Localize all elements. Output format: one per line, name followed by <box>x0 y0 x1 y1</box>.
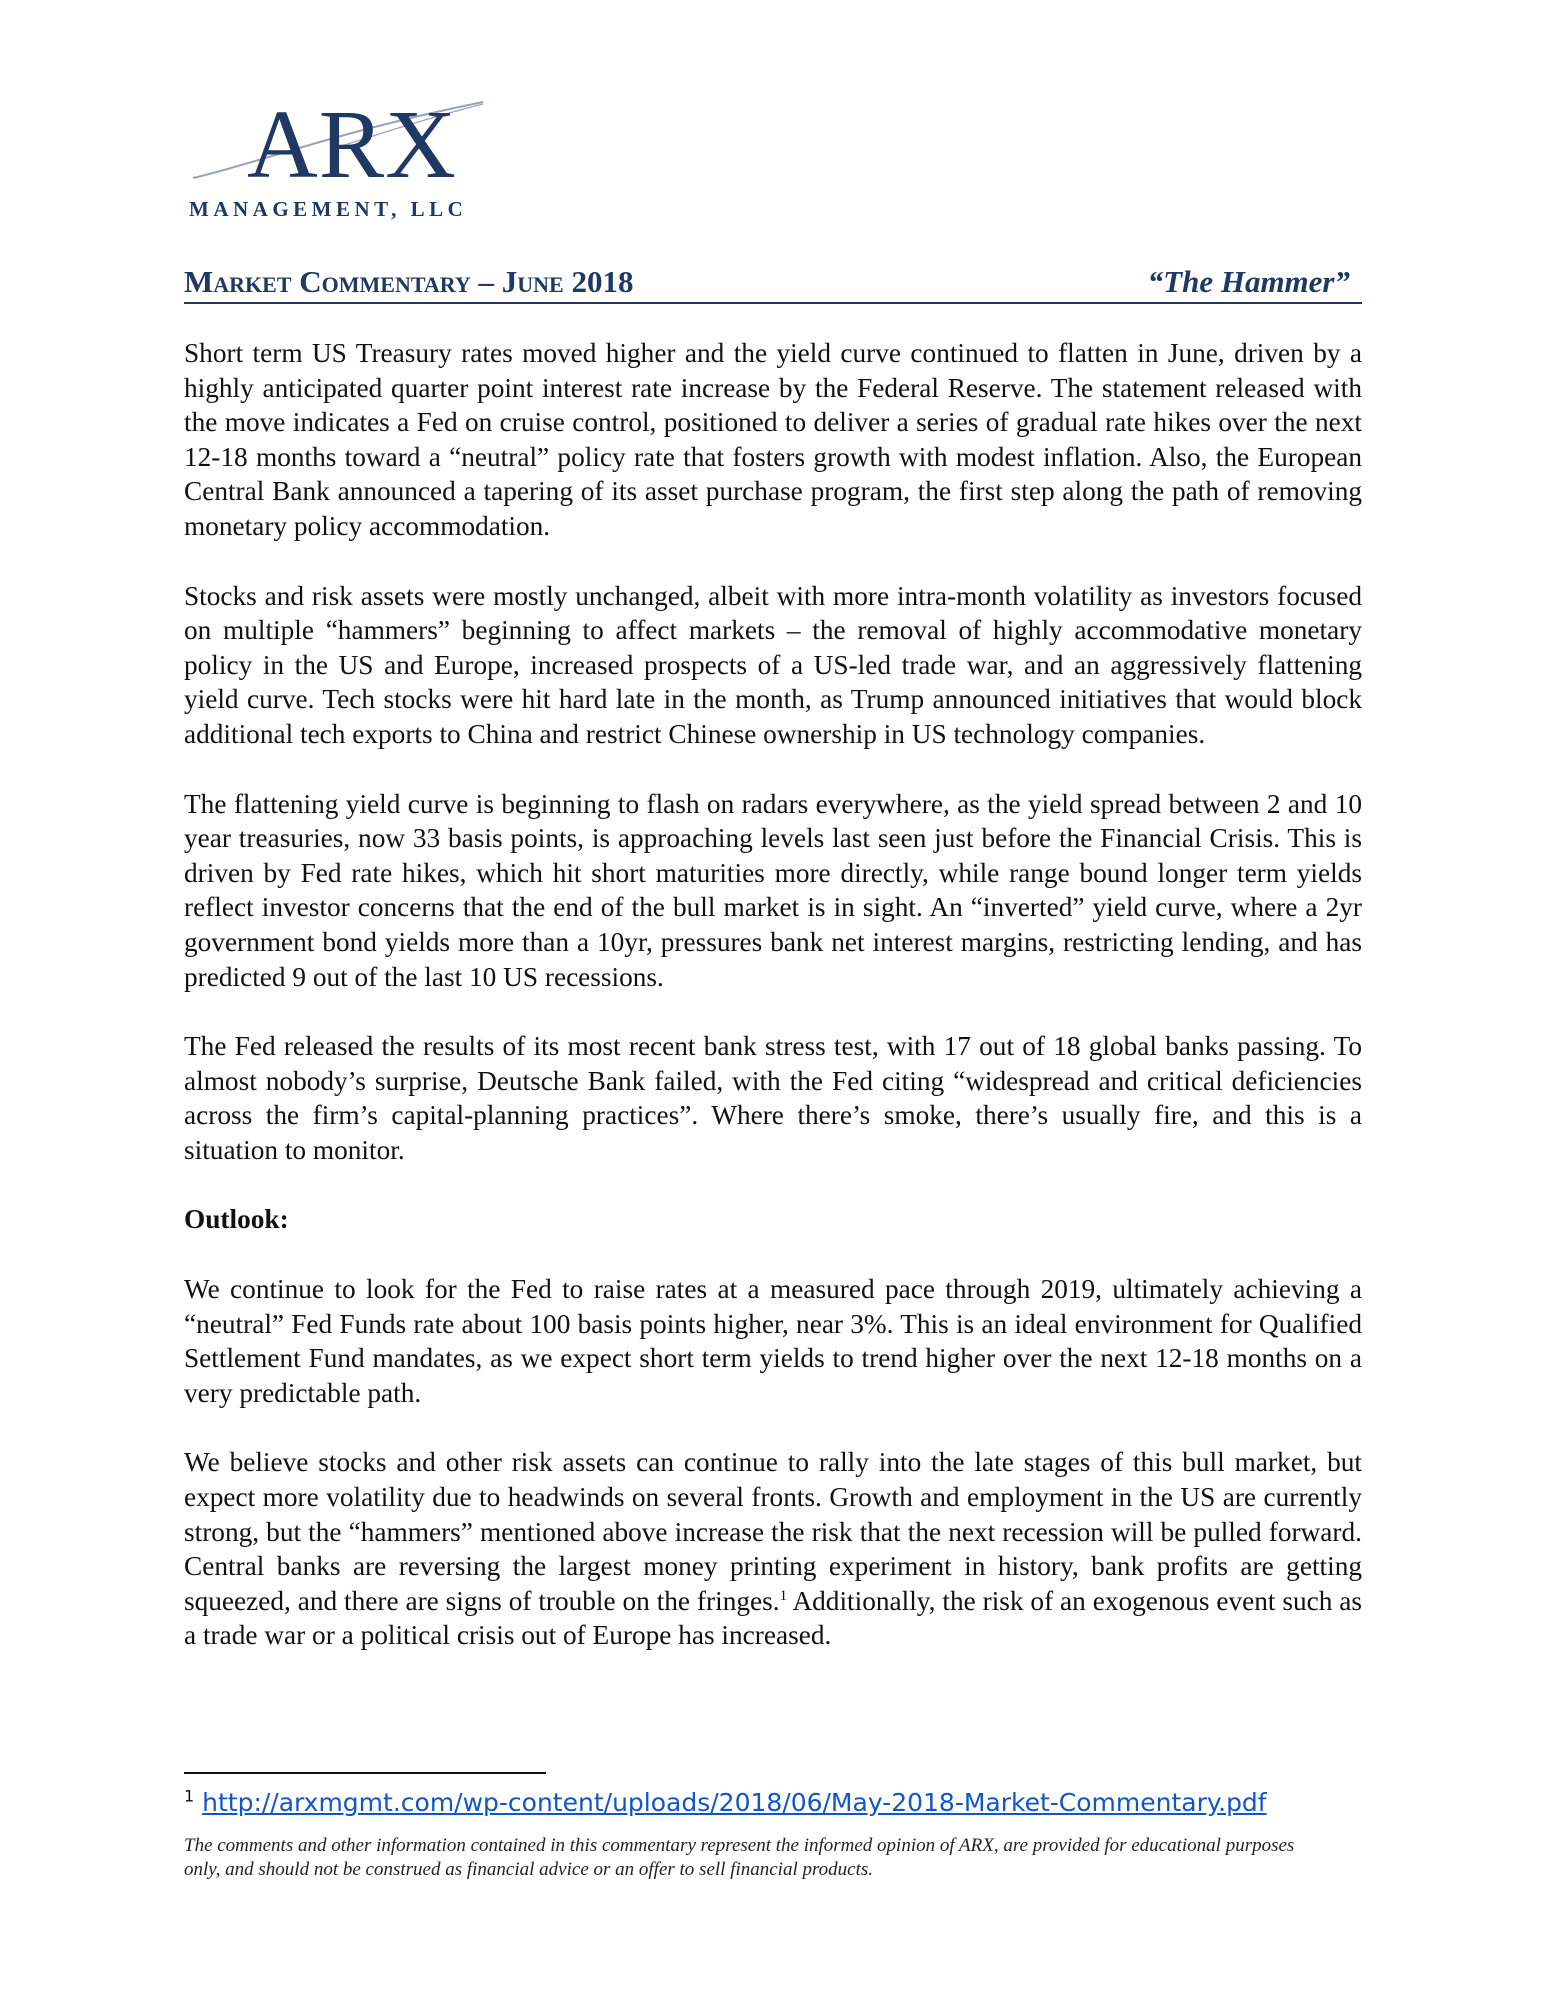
document-header <box>184 262 1362 304</box>
page-subtitle: “The Hammer” <box>1147 264 1350 299</box>
footnote-reference[interactable]: 1 <box>779 1587 788 1604</box>
company-logo <box>185 92 485 222</box>
outlook-paragraph: We continue to look for the Fed to raise rates at a measured pace through 2019, ultimately achieving a “neutral” Fed Funds rate about 100 basis points higher, near 3%. This is an ideal environment for Qualified Settlement Fund mandates, as we expect short term yields to trend higher over the next 12-18 months on a very predictable path. <box>184 1274 1362 1408</box>
footnote-link[interactable]: http://arxmgmt.com/wp-content/uploads/2018/06/May-2018-Market-Commentary.pdf <box>202 1788 1267 1817</box>
paragraph: Short term US Treasury rates moved higher and the yield curve continued to flatten in June, driven by a highly anticipated quarter point interest rate increase by the Federal Reserve. The statement released with the move indicates a Fed on cruise control, positioned to deliver a series of gradual rate hikes over the next 12-18 months toward a “neutral” policy rate that fosters growth with modest inflation. Also, the European Central Bank announced a tapering of its asset purchase program, the first step along the path of removing monetary policy accommodation. <box>184 338 1362 541</box>
footnote-marker: 1 <box>184 1786 195 1806</box>
outlook-paragraph <box>184 1445 1362 1653</box>
logo-tagline: MANAGEMENT, LLC <box>189 197 468 221</box>
page-title: Market Commentary – June 2018 <box>184 264 634 299</box>
footnote-divider <box>184 1772 546 1774</box>
paragraph: Stocks and risk assets were mostly unchanged, albeit with more intra-month volatility as investors focused on multiple “hammers” beginning to affect markets – the removal of highly accommodative monetary policy in the US and Europe, increased prospects of a US-led trade war, and an aggressively flattening yield curve. Tech stocks were hit hard late in the month, as Trump announced initiatives that would block additional tech exports to China and restrict Chinese ownership in US technology companies. <box>184 580 1362 749</box>
commentary-body <box>184 336 1362 1688</box>
paragraph: The Fed released the results of its most recent bank stress test, with 17 out of 18 global banks passing. To almost nobody’s surprise, Deutsche Bank failed, with the Fed citing “widespread and critical deficiencies across the firm’s capital-planning practices”. Where there’s smoke, there’s usually fire, and this is a situation to monitor. <box>184 1031 1362 1165</box>
logo-mark: ARX <box>247 91 457 199</box>
outlook-text-part: Additionally, the risk of an exogenous event such as a trade war or a political crisis out of Europe has increased. <box>184 1585 1362 1651</box>
outlook-heading: Outlook: <box>184 1204 289 1235</box>
disclaimer: The comments and other information contained in this commentary represent the informed opinion of ARX, are provided for educational purposes only, and should not be construed as financial advice or an offer to sell financial products. <box>184 1835 1295 1880</box>
footnote <box>184 1786 1362 1820</box>
paragraph: The flattening yield curve is beginning to flash on radars everywhere, as the yield spread between 2 and 10 year treasuries, now 33 basis points, is approaching levels last seen just before the Financial Crisis. This is driven by Fed rate hikes, which hit short maturities more directly, while range bound longer term yields reflect investor concerns that the end of the bull market is in sight. An “inverted” yield curve, where a 2yr government bond yields more than a 10yr, pressures bank net interest margins, restricting lending, and has predicted 9 out of the last 10 US recessions. <box>184 788 1362 992</box>
outlook-text-part: We believe stocks and other risk assets can continue to rally into the late stages of this bull market, but expect more volatility due to headwinds on several fronts. Growth and employment in the US are currently strong, but the “hammers” mentioned above increase the risk that the next recession will be pulled forward. Central banks are reversing the largest money printing experiment in history, bank profits are getting squeezed, and there are signs of trouble on the fringes. <box>184 1447 1362 1616</box>
